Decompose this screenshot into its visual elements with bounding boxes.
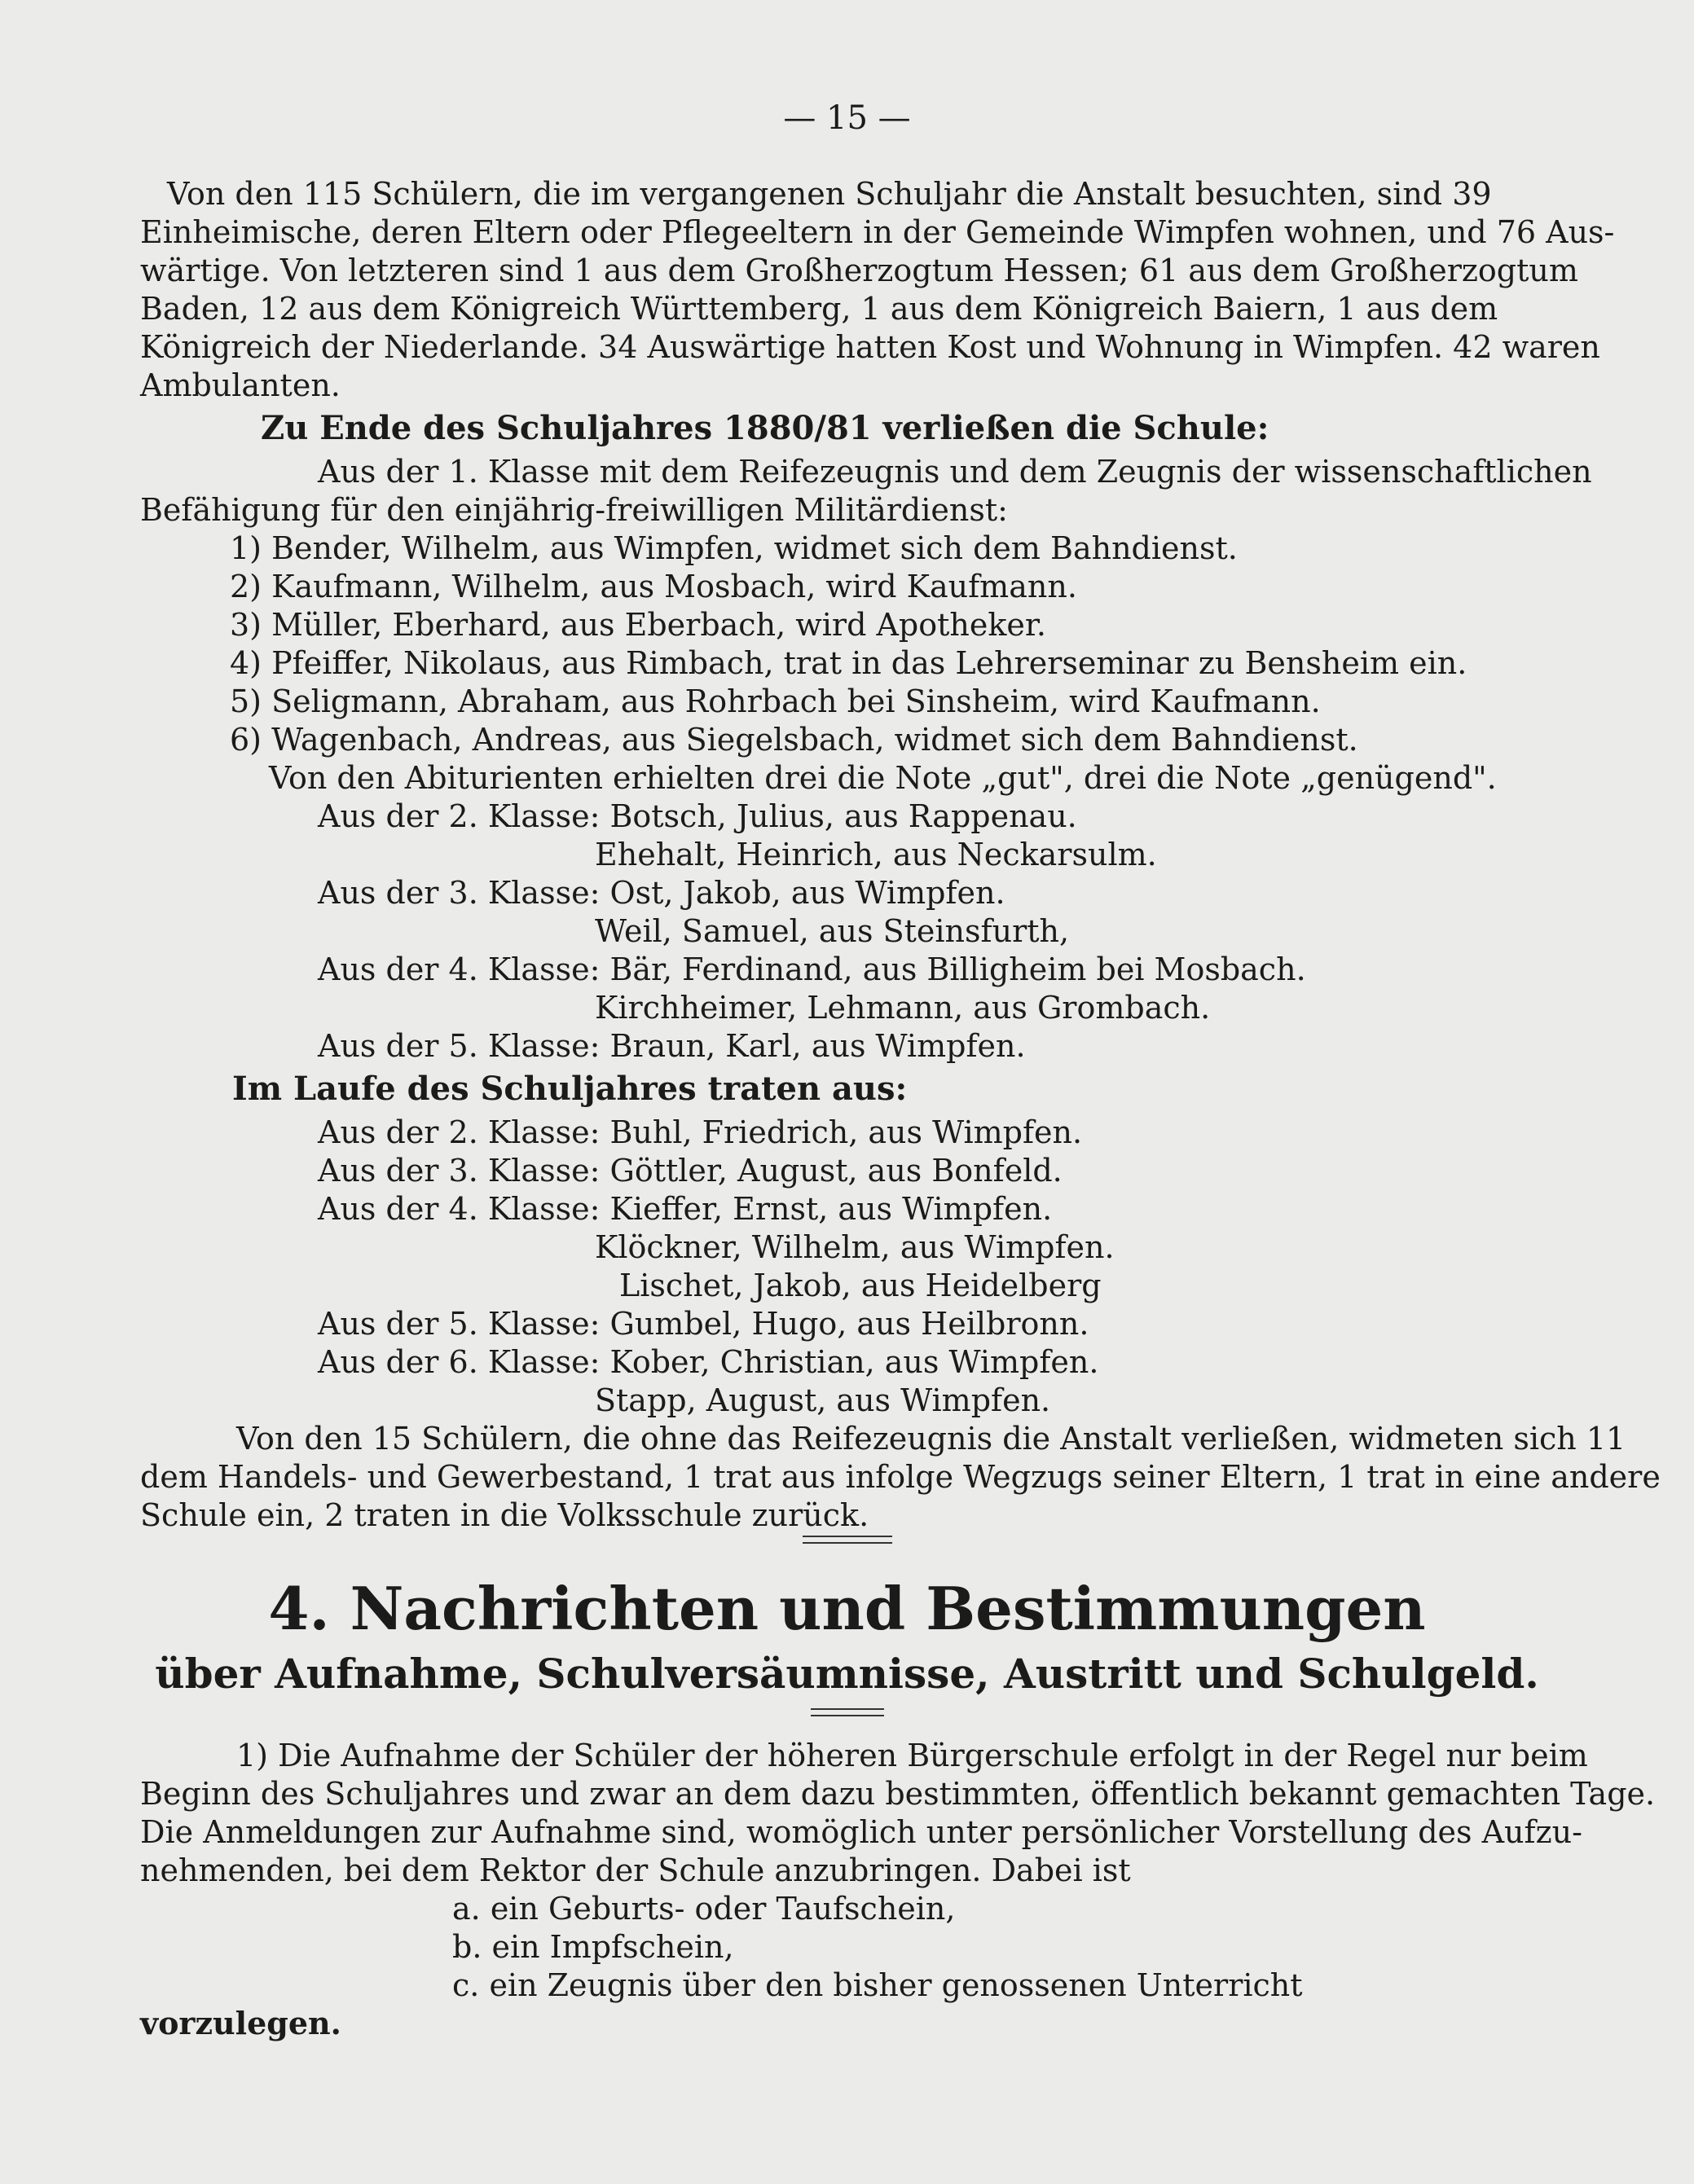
intro-line: Von den 115 Schülern, die im vergangenen Schuljahr die Anstalt besuchten, sind 39 (167, 176, 1492, 212)
intro-line: Einheimische, deren Eltern oder Pflegeeltern in der Gemeinde Wimpfen wohnen, und 76 Aus- (140, 214, 1615, 250)
section-heading-end-of-year: Zu Ende des Schuljahres 1880/81 verließen die Schule: (261, 409, 1269, 447)
list-item: 3) Müller, Eberhard, aus Eberbach, wird Apotheker. (230, 607, 1046, 643)
divider-ornament (811, 1708, 884, 1716)
list-item: 6) Wagenbach, Andreas, aus Siegelsbach, widmet sich dem Bahndienst. (230, 722, 1358, 758)
text-line: Beginn des Schuljahres und zwar an dem dazu bestimmten, öffentlich bekannt gemachten Tage. (140, 1776, 1656, 1812)
intro-line: Ambulanten. (140, 367, 341, 403)
chapter-title: 4. Nachrichten und Bestimmungen (268, 1574, 1426, 1643)
list-item: Aus der 4. Klasse: Kieffer, Ernst, aus Wimpfen. (318, 1191, 1053, 1227)
list-item: 4) Pfeiffer, Nikolaus, aus Rimbach, trat in das Lehrerseminar zu Bensheim ein. (230, 645, 1467, 681)
divider-ornament (803, 1536, 892, 1544)
list-item: 5) Seligmann, Abraham, aus Rohrbach bei Sinsheim, wird Kaufmann. (230, 683, 1321, 719)
list-item: Weil, Samuel, aus Steinsfurth, (595, 913, 1070, 949)
list-item: Kirchheimer, Lehmann, aus Grombach. (595, 990, 1211, 1026)
list-item: Aus der 4. Klasse: Bär, Ferdinand, aus Billigheim bei Mosbach. (318, 951, 1306, 987)
list-item: Aus der 2. Klasse: Buhl, Friedrich, aus Wimpfen. (318, 1114, 1083, 1150)
grades-note: Von den Abiturienten erhielten drei die Note „gut", drei die Note „genügend". (269, 760, 1497, 796)
text-line: Schule ein, 2 traten in die Volksschule zurück. (140, 1497, 869, 1533)
text-line: 1) Die Aufnahme der Schüler der höheren Bürgerschule erfolgt in der Regel nur beim (236, 1738, 1588, 1773)
list-item: b. ein Impfschein, (452, 1929, 734, 1965)
intro-line: Baden, 12 aus dem Königreich Württemberg, 1 aus dem Königreich Baiern, 1 aus dem (140, 291, 1498, 327)
intro-line: wärtige. Von letzteren sind 1 aus dem Großherzogtum Hessen; 61 aus dem Großherzogtum (140, 253, 1578, 288)
section-heading-during-year: Im Laufe des Schuljahres traten aus: (232, 1070, 908, 1108)
text-line: Die Anmeldungen zur Aufnahme sind, womöglich unter persönlicher Vorstellung des Aufzu- (140, 1814, 1582, 1850)
list-item: a. ein Geburts- oder Taufschein, (452, 1891, 956, 1927)
intro-line: Königreich der Niederlande. 34 Auswärtige hatten Kost und Wohnung in Wimpfen. 42 waren (140, 329, 1600, 365)
list-item: Aus der 3. Klasse: Göttler, August, aus Bonfeld. (318, 1153, 1063, 1189)
list-item: Aus der 5. Klasse: Gumbel, Hugo, aus Heilbronn. (318, 1306, 1089, 1342)
list-item: Ehehalt, Heinrich, aus Neckarsulm. (595, 837, 1157, 872)
text-line: nehmenden, bei dem Rektor der Schule anzubringen. Dabei ist (140, 1852, 1131, 1888)
chapter-subtitle: über Aufnahme, Schulversäumnisse, Austritt und Schulgeld. (155, 1650, 1539, 1698)
list-item: Stapp, August, aus Wimpfen. (595, 1382, 1051, 1418)
list-item: Aus der 2. Klasse: Botsch, Julius, aus Rappenau. (318, 798, 1077, 834)
text-line: dem Handels- und Gewerbestand, 1 trat aus infolge Wegzugs seiner Eltern, 1 trat in eine andere (140, 1459, 1661, 1495)
list-item: Aus der 6. Klasse: Kober, Christian, aus Wimpfen. (318, 1344, 1099, 1380)
list-item: Klöckner, Wilhelm, aus Wimpfen. (595, 1229, 1115, 1265)
admission-closing: vorzulegen. (140, 2005, 341, 2041)
list-item: c. ein Zeugnis über den bisher genossenen Unterricht (452, 1967, 1303, 2003)
text-line: Von den 15 Schülern, die ohne das Reifezeugnis die Anstalt verließen, widmeten sich 11 (236, 1421, 1626, 1457)
text-line: Aus der 1. Klasse mit dem Reifezeugnis und dem Zeugnis der wissenschaftlichen (318, 454, 1592, 490)
list-item: 1) Bender, Wilhelm, aus Wimpfen, widmet sich dem Bahndienst. (230, 530, 1238, 566)
list-item: Aus der 3. Klasse: Ost, Jakob, aus Wimpfen. (318, 875, 1005, 911)
list-item: 2) Kaufmann, Wilhelm, aus Mosbach, wird Kaufmann. (230, 569, 1077, 604)
list-item: Aus der 5. Klasse: Braun, Karl, aus Wimpfen. (318, 1028, 1026, 1064)
page-number: — 15 — (783, 99, 911, 137)
text-line: Befähigung für den einjährig-freiwilligen Militärdienst: (140, 492, 1008, 528)
list-item: Lischet, Jakob, aus Heidelberg (619, 1268, 1102, 1303)
